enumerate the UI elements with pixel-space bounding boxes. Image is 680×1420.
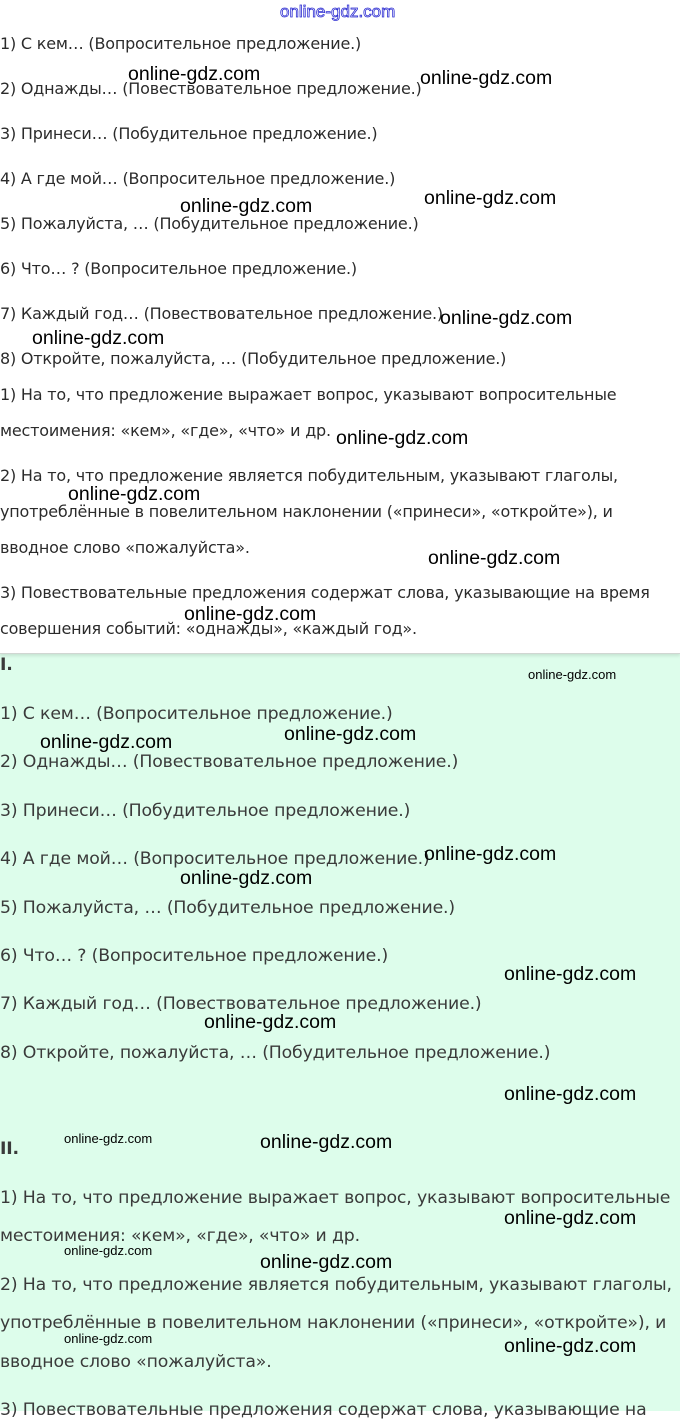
- watermark: online-gdz.com: [64, 1243, 153, 1258]
- watermark: online-gdz.com: [440, 307, 573, 329]
- answer-text-top: [0, 0, 680, 654]
- watermark: online-gdz.com: [260, 1131, 393, 1153]
- sentence-8: 8) Откройте, пожалуйста, … (Побудительное предложение.): [0, 1043, 551, 1063]
- part-one-heading: I.: [0, 655, 13, 675]
- watermark: online-gdz.com: [180, 195, 313, 217]
- watermark: online-gdz.com: [504, 963, 637, 985]
- explanation-line: вводное слово «пожалуйста».: [0, 1352, 272, 1372]
- sentence-8: 8) Откройте, пожалуйста, … (Побудительное предложение.): [0, 349, 507, 368]
- watermark: online-gdz.com: [64, 1131, 153, 1146]
- explanation-line: 2) На то, что предложение является побудительным, указывают глаголы,: [0, 466, 618, 485]
- sentence-2: 2) Однажды… (Повествовательное предложение.): [0, 79, 422, 98]
- explanation-line: местоимения: «кем», «где», «что» и др.: [0, 1226, 360, 1246]
- watermark: online-gdz.com: [68, 483, 201, 505]
- watermark: online-gdz.com: [184, 603, 317, 625]
- explanation-line: употреблённые в повелительном наклонении («принеси», «откройте»), и: [0, 502, 613, 521]
- watermark: online-gdz.com: [64, 1331, 153, 1346]
- sentence-5: 5) Пожалуйста, … (Побудительное предложение.): [0, 214, 419, 233]
- watermark: online-gdz.com: [204, 1011, 337, 1033]
- watermark: online-gdz.com: [424, 187, 557, 209]
- explanation-line: местоимения: «кем», «где», «что» и др.: [0, 421, 331, 440]
- watermark: online-gdz.com: [528, 667, 617, 682]
- sentence-3: 3) Принеси… (Побудительное предложение.): [0, 801, 411, 821]
- explanation-line: 1) На то, что предложение выражает вопрос, указывают вопросительные: [0, 385, 617, 404]
- watermark: online-gdz.com: [32, 327, 165, 349]
- explanation-line: вводное слово «пожалуйста».: [0, 538, 250, 557]
- sentence-3: 3) Принеси… (Побудительное предложение.): [0, 124, 378, 143]
- explanation-line: употреблённые в повелительном наклонении («принеси», «откройте»), и: [0, 1313, 667, 1333]
- watermark: online-gdz.com: [420, 67, 553, 89]
- answer-text-bottom: [0, 653, 680, 1420]
- watermark: online-gdz.com: [284, 723, 417, 745]
- watermark: online-gdz.com: [40, 731, 173, 753]
- sentence-6: 6) Что… ? (Вопросительное предложение.): [0, 946, 389, 966]
- watermark: online-gdz.com: [336, 427, 469, 449]
- explanation-line: 2) На то, что предложение является побудительным, указывают глаголы,: [0, 1275, 672, 1295]
- watermark: online-gdz.com: [504, 1207, 637, 1229]
- explanation-line: 3) Повествовательные предложения содержат слова, указывающие на: [0, 1400, 647, 1420]
- sentence-1: 1) С кем… (Вопросительное предложение.): [0, 704, 393, 724]
- watermark: online-gdz.com: [128, 63, 261, 85]
- watermark: online-gdz.com: [180, 867, 313, 889]
- sentence-6: 6) Что… ? (Вопросительное предложение.): [0, 259, 357, 278]
- explanation-line: 1) На то, что предложение выражает вопрос, указывают вопросительные: [0, 1188, 671, 1208]
- explanation-line: 3) Повествовательные предложения содержат слова, указывающие на время: [0, 583, 650, 602]
- sentence-7: 7) Каждый год… (Повествовательное предложение.): [0, 304, 443, 323]
- sentence-5: 5) Пожалуйста, … (Побудительное предложение.): [0, 898, 455, 918]
- part-two-heading: II.: [0, 1139, 19, 1159]
- sentence-1: 1) С кем… (Вопросительное предложение.): [0, 34, 362, 53]
- sentence-7: 7) Каждый год… (Повествовательное предложение.): [0, 994, 482, 1014]
- explanation-line: совершения событий: «однажды», «каждый год».: [0, 619, 417, 638]
- watermark: online-gdz.com: [504, 1083, 637, 1105]
- watermark: online-gdz.com: [504, 1335, 637, 1357]
- sentence-2: 2) Однажды… (Повествовательное предложение.): [0, 752, 459, 772]
- sentence-4: 4) А где мой… (Вопросительное предложение.): [0, 169, 396, 188]
- watermark: online-gdz.com: [424, 843, 557, 865]
- sentence-4: 4) А где мой… (Вопросительное предложение.): [0, 849, 430, 869]
- watermark: online-gdz.com: [260, 1251, 393, 1273]
- watermark: online-gdz.com: [428, 547, 561, 569]
